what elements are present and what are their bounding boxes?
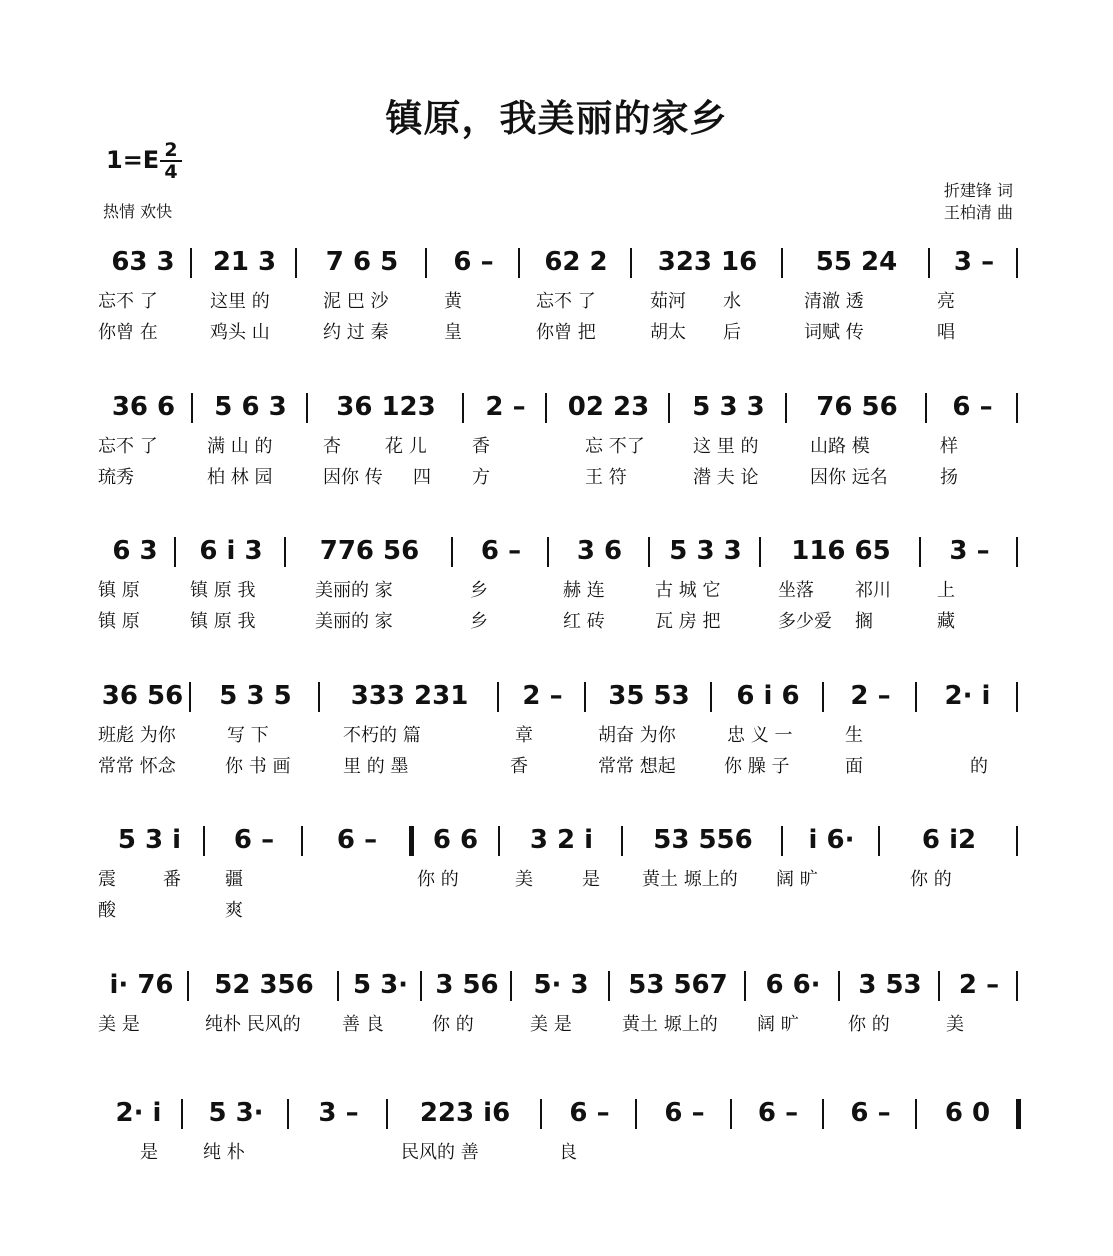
notation-line bbox=[0, 387, 1113, 427]
lyric-syllable: 忘不 了 bbox=[98, 291, 158, 312]
lyric-syllable: 班彪 为你 bbox=[98, 725, 176, 746]
lyric-syllable: 水 bbox=[723, 291, 741, 312]
measure: 6 – bbox=[336, 825, 378, 855]
lyric-syllable: 上 bbox=[937, 580, 955, 601]
lyric-syllable: 古 城 它 bbox=[655, 580, 721, 601]
lyric-syllable: 的 bbox=[970, 756, 988, 777]
lyric-syllable: 词赋 传 bbox=[804, 322, 864, 343]
measure: 6 3 bbox=[112, 536, 158, 566]
measure: 5· 3 bbox=[533, 970, 589, 1000]
barline bbox=[915, 1099, 917, 1129]
tempo-marking: 热情 欢快 bbox=[103, 202, 173, 221]
lyric-syllable: 常常 怀念 bbox=[98, 756, 176, 777]
composer-credit: 王柏清 曲 bbox=[943, 203, 1013, 222]
measure: 63 3 bbox=[111, 247, 175, 277]
barline bbox=[190, 248, 192, 278]
lyric-syllable: 酸 bbox=[98, 900, 116, 921]
measure: 5 3 3 bbox=[692, 392, 765, 422]
measure: 3 – bbox=[318, 1098, 359, 1128]
barline bbox=[1016, 971, 1018, 1001]
barline bbox=[919, 537, 921, 567]
lyric-syllable: 镇 原 bbox=[98, 611, 140, 632]
time-signature bbox=[160, 140, 182, 182]
lyric-syllable: 是 bbox=[140, 1142, 158, 1163]
measure: 53 556 bbox=[653, 825, 753, 855]
lyric-syllable: 皇 bbox=[444, 322, 462, 343]
barline bbox=[1016, 248, 1018, 278]
measure: 6 i 3 bbox=[199, 536, 263, 566]
lyric-syllable: 杏 bbox=[323, 436, 341, 457]
barline bbox=[1016, 826, 1018, 856]
lyric-syllable: 你曾 把 bbox=[536, 322, 596, 343]
lyric-syllable: 因你 远名 bbox=[810, 467, 888, 488]
lyric-syllable: 你 的 bbox=[910, 869, 952, 890]
time-signature-lower: 4 bbox=[164, 161, 178, 183]
barline bbox=[284, 537, 286, 567]
measure: i· 76 bbox=[109, 970, 174, 1000]
barline bbox=[1016, 1099, 1021, 1129]
lyric-syllable: 琉秀 bbox=[98, 467, 134, 488]
measure: 53 567 bbox=[628, 970, 728, 1000]
score-system bbox=[0, 676, 1113, 816]
measure: 6 6· bbox=[765, 970, 821, 1000]
lyric-syllable: 章 bbox=[515, 725, 533, 746]
lyric-syllable: 忘 不了 bbox=[585, 436, 645, 457]
lyric-syllable: 生 bbox=[845, 725, 863, 746]
notation-line bbox=[0, 676, 1113, 716]
barline bbox=[648, 537, 650, 567]
measure: 6 – bbox=[664, 1098, 705, 1128]
score-system bbox=[0, 1093, 1113, 1233]
barline bbox=[925, 393, 927, 423]
lyric-syllable: 美 是 bbox=[98, 1014, 140, 1035]
lyric-syllable: 你 的 bbox=[417, 869, 459, 890]
lyric-syllable: 你曾 在 bbox=[98, 322, 158, 343]
time-signature-upper: 2 bbox=[160, 140, 182, 162]
barline bbox=[915, 682, 917, 712]
lyric-syllable: 潜 夫 论 bbox=[693, 467, 759, 488]
measure: 2 – bbox=[522, 681, 563, 711]
measure: i 6· bbox=[808, 825, 855, 855]
barline bbox=[1016, 537, 1018, 567]
measure: 2 – bbox=[958, 970, 1000, 1000]
measure: 6 – bbox=[850, 1098, 891, 1128]
lyric-syllable: 乡 bbox=[470, 580, 488, 601]
lyric-syllable: 香 bbox=[472, 436, 490, 457]
barline bbox=[838, 971, 840, 1001]
barline bbox=[187, 971, 189, 1001]
lyric-syllable: 写 下 bbox=[227, 725, 269, 746]
lyric-syllable: 香 bbox=[510, 756, 528, 777]
score-system bbox=[0, 965, 1113, 1105]
measure: 776 56 bbox=[319, 536, 420, 566]
notation-line bbox=[0, 242, 1113, 282]
measure: 3 56 bbox=[435, 970, 499, 1000]
barline bbox=[621, 826, 623, 856]
lyric-syllable: 里 的 墨 bbox=[343, 756, 409, 777]
measure: 5 3· bbox=[352, 970, 409, 1000]
measure: 6 i 6 bbox=[736, 681, 800, 711]
barline bbox=[498, 826, 500, 856]
lyric-syllable: 花 儿 bbox=[385, 436, 427, 457]
measure: 2· i bbox=[944, 681, 991, 711]
lyric-syllable: 泥 巴 沙 bbox=[323, 291, 389, 312]
barline bbox=[759, 537, 761, 567]
lyric-syllable: 方 bbox=[472, 467, 490, 488]
lyric-syllable: 鸡头 山 bbox=[210, 322, 270, 343]
notation-line bbox=[0, 965, 1113, 1005]
barline bbox=[462, 393, 464, 423]
lyric-syllable: 祁川 bbox=[855, 580, 891, 601]
measure: 223 i6 bbox=[419, 1098, 511, 1128]
lyric-syllable: 纯 朴 bbox=[203, 1142, 245, 1163]
barline bbox=[730, 1099, 732, 1129]
lyric-syllable: 黄土 塬上的 bbox=[622, 1014, 718, 1035]
lyric-syllable: 美 是 bbox=[530, 1014, 572, 1035]
barline bbox=[318, 682, 320, 712]
barline bbox=[822, 682, 824, 712]
measure: 116 65 bbox=[791, 536, 891, 566]
barline bbox=[781, 248, 783, 278]
lyric-syllable: 震 bbox=[98, 869, 116, 890]
barline bbox=[584, 682, 586, 712]
lyric-syllable: 常常 想起 bbox=[598, 756, 676, 777]
measure: 55 24 bbox=[815, 247, 898, 277]
measure: 3 53 bbox=[858, 970, 922, 1000]
barline bbox=[785, 393, 787, 423]
measure: 36 6 bbox=[111, 392, 176, 422]
barline bbox=[181, 1099, 183, 1129]
lyric-syllable: 你 的 bbox=[432, 1014, 474, 1035]
barline bbox=[174, 537, 176, 567]
barline bbox=[497, 682, 499, 712]
lyric-syllable: 纯朴 民风的 bbox=[205, 1014, 301, 1035]
barline bbox=[510, 971, 512, 1001]
barline bbox=[1016, 682, 1018, 712]
barline bbox=[545, 393, 547, 423]
measure: 333 231 bbox=[350, 681, 469, 711]
barline bbox=[425, 248, 427, 278]
measure: 02 23 bbox=[567, 392, 650, 422]
lyric-syllable: 胡太 bbox=[650, 322, 686, 343]
barline bbox=[287, 1099, 289, 1129]
lyric-syllable: 这里 的 bbox=[210, 291, 270, 312]
barline bbox=[518, 248, 520, 278]
lyric-syllable: 你 臊 子 bbox=[724, 756, 790, 777]
measure: 6 – bbox=[233, 825, 275, 855]
barline bbox=[938, 971, 940, 1001]
lyric-syllable: 疆 bbox=[225, 869, 243, 890]
barline bbox=[301, 826, 303, 856]
lyricist-credit: 折建锋 词 bbox=[943, 181, 1013, 200]
lyric-syllable: 藏 bbox=[937, 611, 955, 632]
lyric-syllable: 阔 旷 bbox=[757, 1014, 799, 1035]
score-system bbox=[0, 820, 1113, 960]
lyric-syllable: 红 砖 bbox=[563, 611, 605, 632]
lyric-syllable: 亮 bbox=[937, 291, 955, 312]
lyric-syllable: 乡 bbox=[470, 611, 488, 632]
barline bbox=[608, 971, 610, 1001]
measure: 76 56 bbox=[816, 392, 898, 422]
lyric-syllable: 美 bbox=[515, 869, 533, 890]
lyric-syllable: 镇 原 我 bbox=[190, 580, 256, 601]
notation-line bbox=[0, 1093, 1113, 1133]
barline bbox=[822, 1099, 824, 1129]
lyric-syllable: 你 书 画 bbox=[225, 756, 291, 777]
lyric-syllable: 胡奋 为你 bbox=[598, 725, 676, 746]
measure: 5 6 3 bbox=[214, 392, 287, 422]
lyric-syllable: 唱 bbox=[937, 322, 955, 343]
measure: 5 3· bbox=[208, 1098, 264, 1128]
lyric-syllable: 四 bbox=[413, 467, 431, 488]
lyric-syllable: 忠 义 一 bbox=[727, 725, 793, 746]
measure: 6 – bbox=[952, 392, 993, 422]
measure: 6 – bbox=[453, 247, 494, 277]
measure: 5 3 i bbox=[117, 825, 182, 855]
lyric-syllable: 样 bbox=[940, 436, 958, 457]
measure: 21 3 bbox=[212, 247, 277, 277]
lyric-syllable: 扬 bbox=[940, 467, 958, 488]
key-signature: 1=E bbox=[106, 146, 160, 174]
measure: 323 16 bbox=[657, 247, 758, 277]
barline bbox=[337, 971, 339, 1001]
barline bbox=[928, 248, 930, 278]
measure: 3 6 bbox=[576, 536, 623, 566]
lyric-syllable: 茹河 bbox=[650, 291, 686, 312]
measure: 3 – bbox=[953, 247, 995, 277]
measure: 6 – bbox=[757, 1098, 799, 1128]
lyric-syllable: 瓦 房 把 bbox=[655, 611, 721, 632]
measure: 6 0 bbox=[944, 1098, 991, 1128]
barline bbox=[189, 682, 191, 712]
lyric-syllable: 黄 bbox=[444, 291, 462, 312]
lyric-syllable: 阔 旷 bbox=[776, 869, 818, 890]
score-system bbox=[0, 242, 1113, 382]
barline bbox=[781, 826, 783, 856]
lyric-syllable: 番 bbox=[163, 869, 181, 890]
barline bbox=[668, 393, 670, 423]
measure: 2 – bbox=[850, 681, 891, 711]
lyric-syllable: 柏 林 园 bbox=[207, 467, 273, 488]
notation-line bbox=[0, 820, 1113, 860]
lyric-syllable: 你 的 bbox=[848, 1014, 890, 1035]
song-title: 镇原，我美丽的家乡 bbox=[385, 97, 728, 140]
lyric-syllable: 面 bbox=[845, 756, 863, 777]
barline bbox=[451, 537, 453, 567]
lyric-syllable: 这 里 的 bbox=[693, 436, 759, 457]
notation-line bbox=[0, 531, 1113, 571]
barline bbox=[386, 1099, 388, 1129]
lyric-syllable: 搁 bbox=[855, 611, 873, 632]
barline bbox=[420, 971, 422, 1001]
measure: 2 – bbox=[485, 392, 526, 422]
measure: 7 6 5 bbox=[325, 247, 399, 277]
lyric-syllable: 因你 传 bbox=[323, 467, 383, 488]
measure: 6 i2 bbox=[921, 825, 977, 855]
barline bbox=[630, 248, 632, 278]
lyric-syllable: 民风的 善 bbox=[401, 1142, 479, 1163]
lyric-syllable: 镇 原 我 bbox=[190, 611, 256, 632]
measure: 52 356 bbox=[214, 970, 314, 1000]
lyric-syllable: 爽 bbox=[225, 900, 243, 921]
lyric-syllable: 清澈 透 bbox=[804, 291, 864, 312]
score-system bbox=[0, 387, 1113, 527]
measure: 36 123 bbox=[336, 392, 436, 422]
lyric-syllable: 美丽的 家 bbox=[315, 580, 393, 601]
barline bbox=[203, 826, 205, 856]
lyric-syllable: 忘不 了 bbox=[98, 436, 158, 457]
barline bbox=[1016, 393, 1018, 423]
barline bbox=[295, 248, 297, 278]
barline bbox=[744, 971, 746, 1001]
measure: 62 2 bbox=[544, 247, 608, 277]
measure: 6 6 bbox=[432, 825, 479, 855]
barline bbox=[547, 537, 549, 567]
measure: 2· i bbox=[115, 1098, 162, 1128]
lyric-syllable: 多少爱 bbox=[778, 611, 832, 632]
lyric-syllable: 镇 原 bbox=[98, 580, 140, 601]
measure: 3 – bbox=[949, 536, 990, 566]
measure: 6 – bbox=[480, 536, 522, 566]
lyric-syllable: 美 bbox=[946, 1014, 964, 1035]
lyric-syllable: 善 良 bbox=[342, 1014, 384, 1035]
lyric-syllable: 山路 模 bbox=[810, 436, 870, 457]
lyric-syllable: 后 bbox=[723, 322, 741, 343]
lyric-syllable: 约 过 秦 bbox=[323, 322, 389, 343]
score-system bbox=[0, 531, 1113, 671]
barline bbox=[306, 393, 308, 423]
lyric-syllable: 满 山 的 bbox=[207, 436, 273, 457]
lyric-syllable: 坐落 bbox=[778, 580, 814, 601]
lyric-syllable: 是 bbox=[582, 869, 600, 890]
lyric-syllable: 黄土 塬上的 bbox=[642, 869, 738, 890]
barline bbox=[878, 826, 880, 856]
measure: 36 56 bbox=[101, 681, 184, 711]
measure: 35 53 bbox=[608, 681, 690, 711]
lyric-syllable: 不朽的 篇 bbox=[343, 725, 421, 746]
lyric-syllable: 赫 连 bbox=[563, 580, 605, 601]
barline bbox=[710, 682, 712, 712]
barline bbox=[540, 1099, 542, 1129]
barline bbox=[635, 1099, 637, 1129]
barline bbox=[191, 393, 193, 423]
lyric-syllable: 王 符 bbox=[585, 467, 627, 488]
measure: 5 3 5 bbox=[219, 681, 292, 711]
lyric-syllable: 良 bbox=[559, 1142, 577, 1163]
lyric-syllable: 忘不 了 bbox=[536, 291, 596, 312]
measure: 3 2 i bbox=[529, 825, 594, 855]
measure: 5 3 3 bbox=[669, 536, 742, 566]
measure: 6 – bbox=[569, 1098, 610, 1128]
lyric-syllable: 美丽的 家 bbox=[315, 611, 393, 632]
